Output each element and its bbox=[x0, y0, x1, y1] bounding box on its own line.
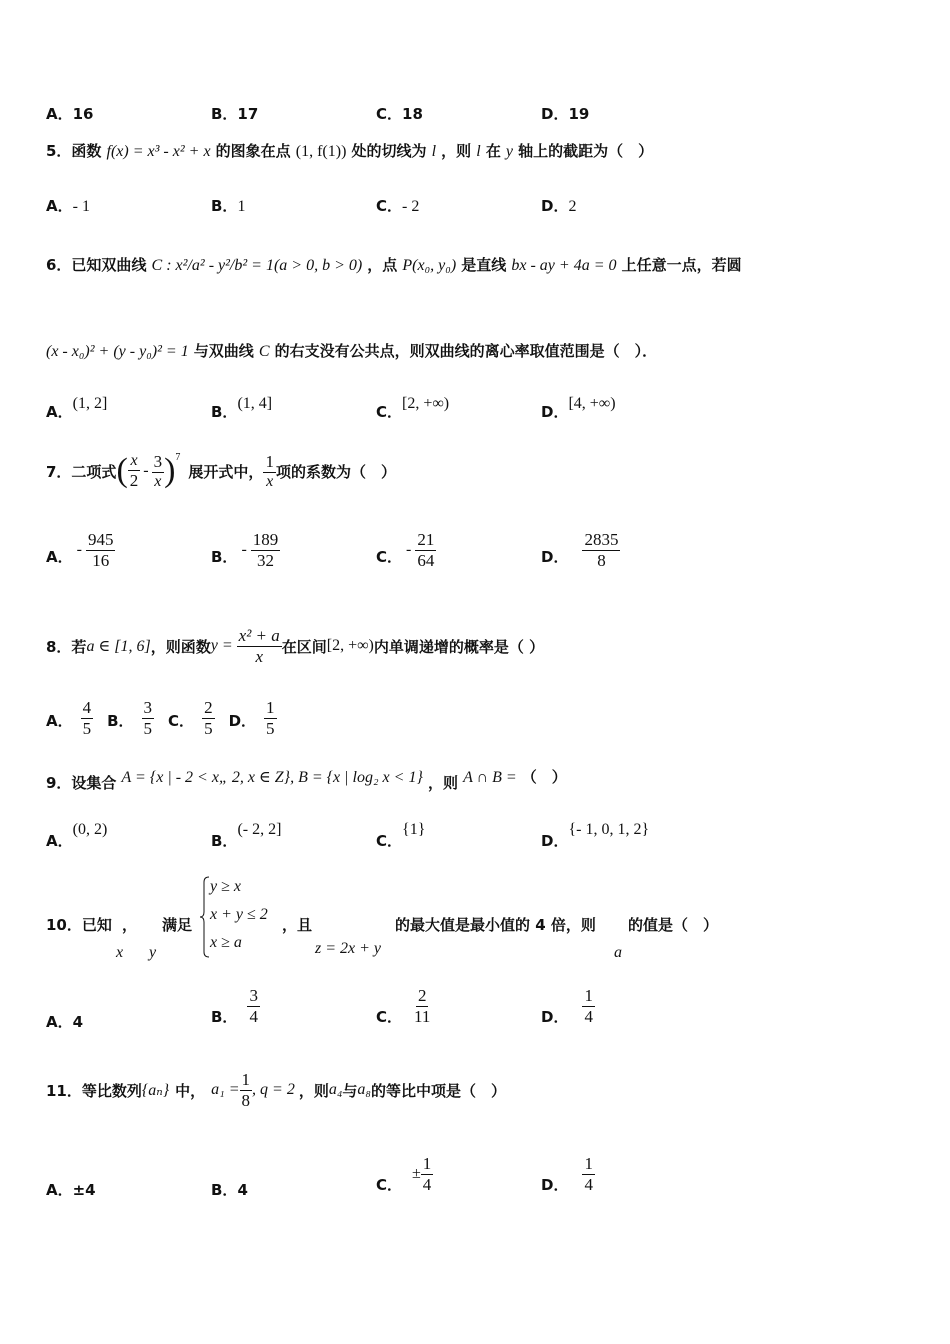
q7-stem: 7．二项式 ( $\frac{x}{2}$ - $\frac{3}{x}$ ) $^7$ 展开式中， $\frac{1}{x}$ 项的系数为（ ） bbox=[46, 452, 396, 491]
q7-option-a: A． - $\frac{945}{16}$ bbox=[46, 530, 114, 570]
q10-var-x: x bbox=[116, 944, 124, 961]
q9-option-a: A．(0, 2) bbox=[46, 821, 108, 850]
q7-option-d: D． $\frac{2835}{8}$ bbox=[541, 530, 619, 570]
q5-point: (1, f(1)) bbox=[295, 143, 347, 160]
q10-constraint-1: y ≥ x bbox=[210, 878, 241, 895]
q11-sequence: {aₙ} bbox=[141, 1082, 170, 1100]
q6-hyperbola: C : x²/a² - y²/b² = 1(a > 0, b > 0) bbox=[151, 257, 363, 274]
q8-option-a: $\frac{4}{5}$ bbox=[82, 698, 92, 738]
q6-stem: 6．已知双曲线 C : x²/a² - y²/b² = 1(a > 0, b > 0) ，点 P(x₀, y₀) 是直线 bx - ay + 4a = 0 上任意一点，若圆 bbox=[46, 256, 742, 274]
q6-option-d: D．[4, +∞) bbox=[541, 395, 616, 421]
q4-option-b: B．17 bbox=[211, 105, 259, 123]
q4-option-d: D．19 bbox=[541, 105, 590, 123]
q10-option-b: B． $\frac{3}{4}$ bbox=[211, 986, 258, 1026]
q10-system-brace bbox=[200, 876, 210, 958]
q8-option-b: $\frac{3}{5}$ bbox=[143, 698, 153, 738]
q6-option-a: A．(1, 2] bbox=[46, 395, 108, 421]
q8-options: A． $\frac{4}{5}$ B． $\frac{3}{5}$ C． $\frac{2}{5}$ D． $\frac{1}{5}$ bbox=[46, 698, 275, 738]
q10-option-d: D． $\frac{1}{4}$ bbox=[541, 986, 593, 1026]
q5-option-c: C．- 2 bbox=[376, 197, 420, 215]
q4-option-c: C．18 bbox=[376, 105, 423, 123]
q4-option-a: A．16 bbox=[46, 105, 94, 123]
q10-option-c: C． $\frac{2}{11}$ bbox=[376, 986, 431, 1026]
q8-option-c: $\frac{2}{5}$ bbox=[204, 698, 213, 738]
q5-option-a: A．- 1 bbox=[46, 197, 90, 215]
q10-constraint-3: x ≥ a bbox=[210, 934, 242, 951]
q11-stem: 11．等比数列 {aₙ} 中， a₁ = $\frac{1}{8}$ , q = 2 ，则 a₄ 与 a₈ 的等比中项是（ ） bbox=[46, 1070, 506, 1110]
q8-interval: [2, +∞) bbox=[326, 637, 374, 655]
q5-option-d: D．2 bbox=[541, 197, 577, 215]
q6-option-c: C．[2, +∞) bbox=[376, 395, 450, 421]
q10-prefix: 10．已知 bbox=[46, 916, 112, 934]
q11-option-c: C． ± $\frac{1}{4}$ bbox=[376, 1154, 432, 1194]
q10-constraint-2: x + y ≤ 2 bbox=[210, 906, 268, 923]
q6-stem-line2: (x - x₀)² + (y - y₀)² = 1 与双曲线 C 的右支没有公共点，则双曲线的离心率取值范围是（ ）． bbox=[46, 342, 658, 360]
q6-option-b: B．(1, 4] bbox=[211, 395, 273, 421]
q8-condition: a ∈ [1, 6] bbox=[86, 638, 151, 656]
q8-stem: 8．若 a ∈ [1, 6] ，则函数 y = $\frac{\text{x² + a}}{x}$ 在区间 [2, +∞) 内单调递增的概率是（ ） bbox=[46, 626, 545, 666]
q7-option-c: C． - $\frac{21}{64}$ bbox=[376, 530, 435, 570]
q8-option-d: $\frac{1}{5}$ bbox=[266, 698, 275, 738]
q9-stem: 9．设集合 A = {x | - 2 < x„ 2, x ∈ Z}, B = {x | log₂ x < 1} ，则 A ∩ B = （ ） bbox=[46, 768, 567, 792]
q11-option-b: B．4 bbox=[211, 1181, 248, 1199]
q10-var-y: y bbox=[149, 944, 157, 961]
q5-function: f(x) = x³ - x² + x bbox=[106, 143, 211, 160]
q11-option-a: A．±4 bbox=[46, 1181, 96, 1199]
q9-option-c: C．{1} bbox=[376, 821, 426, 850]
q6-circle: (x - x₀)² + (y - y₀)² = 1 bbox=[46, 343, 189, 360]
q9-option-b: B．(- 2, 2] bbox=[211, 821, 282, 850]
q5-stem: 5．函数 f(x) = x³ - x² + x 的图象在点 (1, f(1)) 处的切线为 l ，则 l 在 y 轴上的截距为（ ） bbox=[46, 142, 654, 160]
q7-option-b: B． - $\frac{189}{32}$ bbox=[211, 530, 279, 570]
q6-point: P(x₀, y₀) bbox=[402, 257, 457, 274]
q9-option-d: D．{- 1, 0, 1, 2} bbox=[541, 821, 650, 850]
q5-option-b: B．1 bbox=[211, 197, 246, 215]
q10-option-a: A．4 bbox=[46, 1013, 84, 1031]
q10-objective: z = 2x + y bbox=[315, 940, 382, 957]
q6-line: bx - ay + 4a = 0 bbox=[511, 257, 617, 274]
q10-var-a: a bbox=[614, 944, 622, 961]
q9-sets: A = {x | - 2 < x„ 2, x ∈ Z}, B = {x | log₂ x < 1} bbox=[121, 769, 423, 786]
q11-option-d: D． $\frac{1}{4}$ bbox=[541, 1154, 593, 1194]
